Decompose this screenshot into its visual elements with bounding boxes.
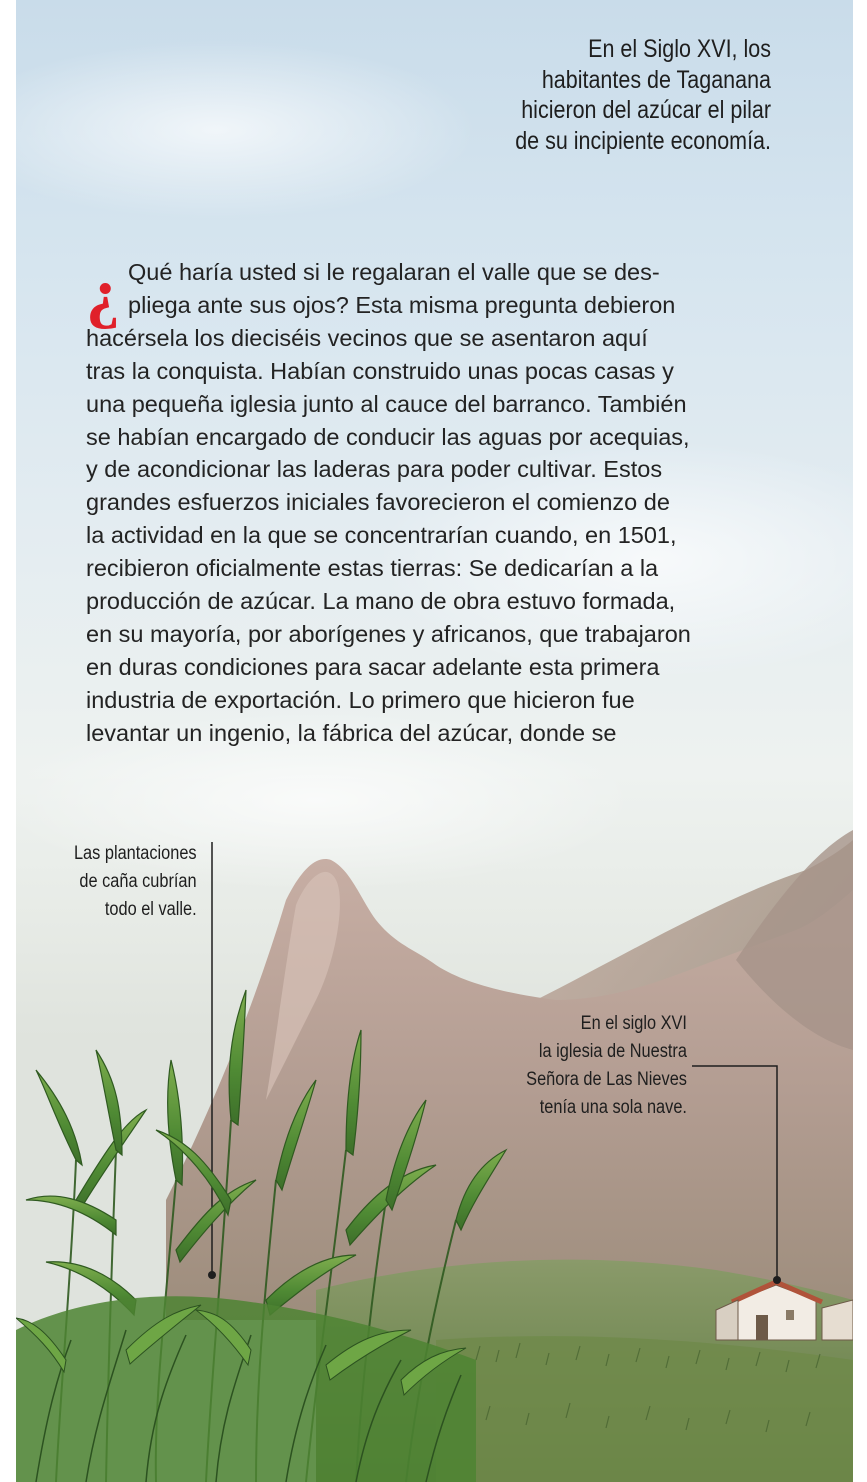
plantations-label — [74, 840, 197, 924]
label-line: Las plantaciones — [74, 843, 197, 864]
label-line: la iglesia de Nuestra — [538, 1041, 687, 1062]
body-line: grandes esfuerzos iniciales favorecieron el comienzo de — [86, 489, 670, 516]
body-line: la actividad en la que se concentrarían cuando, en 1501, — [86, 522, 677, 549]
church-label — [526, 1010, 687, 1122]
label-line: En el siglo XVI — [580, 1013, 687, 1034]
body-line: en su mayoría, por aborígenes y africanos, que trabajaron — [86, 620, 691, 647]
body-line: Qué haría usted si le regalaran el valle que se des- — [128, 259, 660, 285]
body-line: industria de exportación. Lo primero que hicieron fue — [86, 686, 635, 713]
body-paragraph — [86, 256, 786, 750]
label-line: Señora de Las Nieves — [526, 1069, 687, 1090]
body-line: tras la conquista. Habían construido unas pocas casas y — [86, 357, 674, 384]
caption-line: de su incipiente economía. — [515, 126, 771, 155]
label-line: todo el valle. — [105, 899, 197, 920]
body-line: levantar un ingenio, la fábrica del azúcar, donde se — [86, 719, 617, 746]
body-line: en duras condiciones para sacar adelante esta primera — [86, 653, 660, 680]
intro-caption — [487, 34, 771, 156]
caption-line: hicieron del azúcar el pilar — [521, 96, 771, 124]
caption-line: habitantes de Taganana — [541, 65, 771, 94]
drop-cap: ¿ — [86, 254, 120, 330]
body-line: y de acondicionar las laderas para poder cultivar. Estos — [86, 456, 663, 483]
body-line: producción de azúcar. La mano de obra estuvo formada, — [86, 588, 676, 615]
caption-line: En el Siglo XVI, los — [588, 35, 771, 63]
body-line: se habían encargado de conducir las aguas por acequias, — [86, 423, 690, 450]
label-line: tenía una sola nave. — [539, 1097, 687, 1118]
body-line: recibieron oficialmente estas tierras: Se dedicarían a la — [86, 555, 659, 582]
book-page — [16, 0, 853, 1482]
label-line: de caña cubrían — [79, 871, 197, 892]
body-line: pliega ante sus ojos? Esta misma pregunta debieron — [128, 291, 676, 318]
body-line: una pequeña iglesia junto al cauce del barranco. También — [86, 390, 687, 417]
body-line: hacérsela los dieciséis vecinos que se asentaron aquí — [86, 324, 648, 351]
